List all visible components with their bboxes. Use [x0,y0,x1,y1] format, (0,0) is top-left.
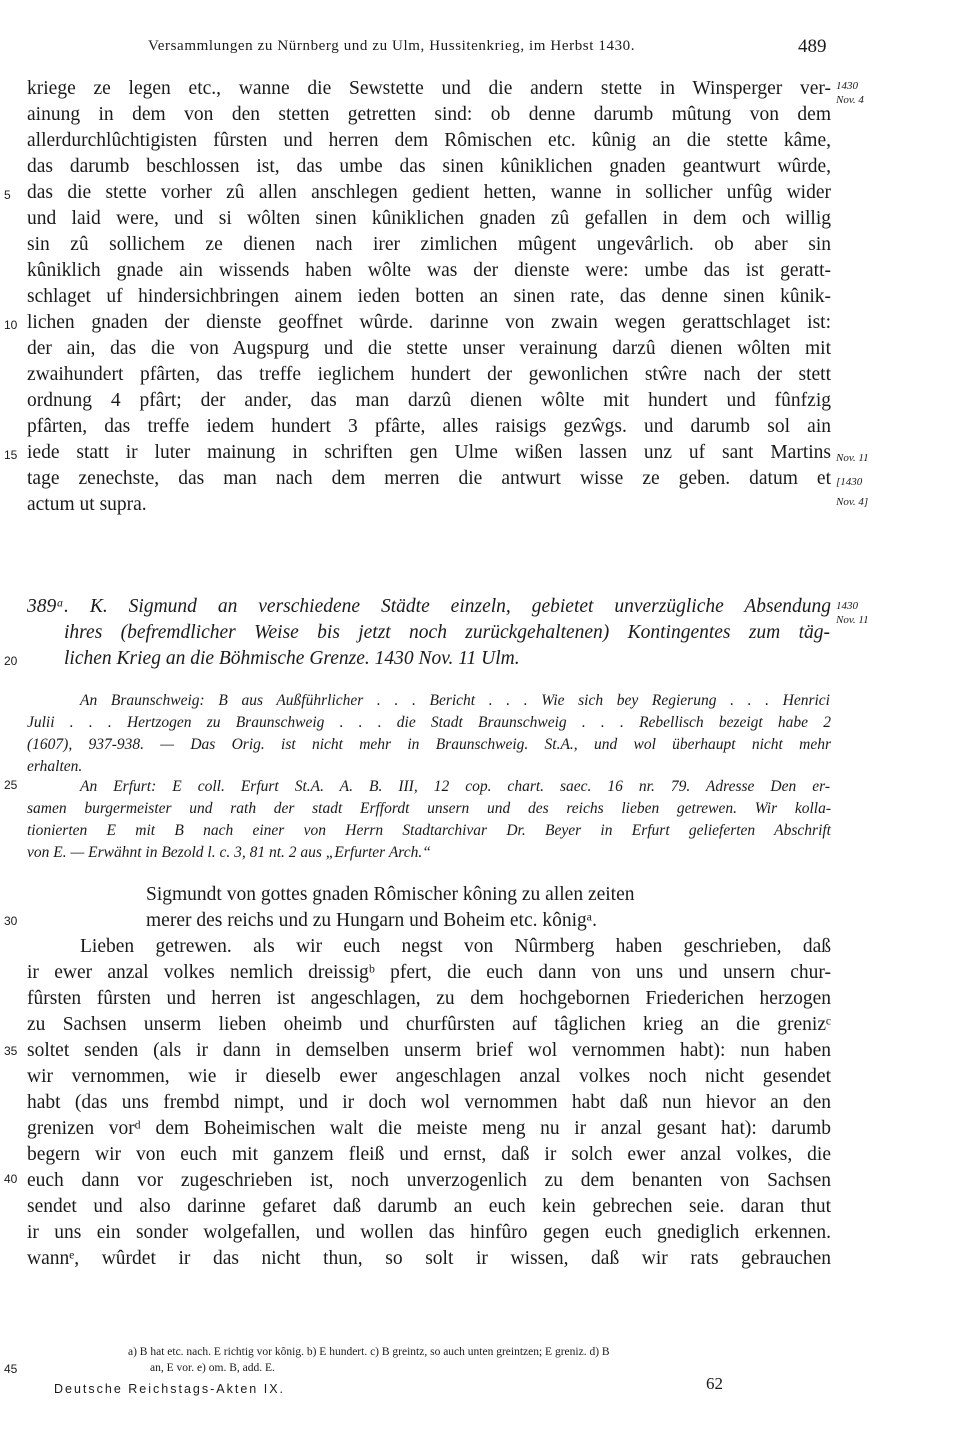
line-number: 30 [4,914,18,928]
note-line: An Erfurt: E coll. Erfurt St.A. A. B. III, 12 cop. chart. saec. 16 nr. 79. Adresse Den er- [80,778,830,795]
text-line: und laid were, und si wôlten sinen kûniklichen gnaden zû gefallen in dem och willig [27,208,831,229]
line-number: 5 [4,188,11,202]
line-number: 45 [4,1362,18,1376]
text-line: wannᵉ, wûrdet ir das nicht thun, so solt ir wissen, daß wir rats gebrauchen [27,1248,831,1269]
text-line: zwaihundert pfârten, das treffe ieglichem hundert der gewonlichen stŵre nach der stett [27,364,831,385]
intitulatio-line: merer des reichs und zu Hungarn und Boheim etc. kônigᵃ. [146,910,598,931]
note-line: An Braunschweig: B aus Außführlicher . . . Bericht . . . Wie sich bey Regierung . . . Henrici [80,692,830,709]
text-line: ir ewer anzal volkes nemlich dreissigᵇ pfert, die euch dann von uns und unsern chur- [27,962,831,983]
heading-line: 389ᵃ. K. Sigmund an verschiedene Städte einzeln, gebietet unverzügliche Absendung [27,596,831,617]
footer-sheet-number: 62 [706,1374,723,1393]
intitulatio-line: Sigmundt von gottes gnaden Rômischer kôning zu allen zeiten [146,884,635,905]
text-line: actum ut supra. [27,494,147,515]
text-line: grenizen vorᵈ dem Boheimischen walt die meiste meng nu ir anzal gesant hat): darumb [27,1118,831,1139]
line-number: 40 [4,1172,18,1186]
text-line: ir uns ein sonder wolgefallen, und wollen das hinfûro gegen euch gnediglich erkennen. [27,1222,831,1243]
text-line: schlaget uf hindersichbringen ainem ieden botten an sinen rate, das denne sinen kûnik- [27,286,831,307]
text-line: habt (das uns frembd nimpt, und ir doch wol vernommen habt daß nun hievor an den [27,1092,831,1113]
text-line: wir vernommen, wie ir dieselb ewer angeschlagen anzal volkes noch nicht gesendet [27,1066,831,1087]
margin-date: 1430 [836,600,858,612]
text-line: Lieben getrewen. als wir euch negst von Nûrmberg haben geschrieben, daß [80,936,831,957]
heading-line: ihres (befremdlicher Weise bis jetzt noch zurückgehaltenen) Kontingentes zum täg- [64,622,830,643]
text-line: euch dann vor zugeschrieben ist, noch unverzogenlich zu dem benanten von Sachsen [27,1170,831,1191]
line-number: 15 [4,448,18,462]
text-line: tage zenechste, das man nach dem merren die antwurt wisse ze geben. datum et [27,468,831,489]
running-header: Versammlungen zu Nürnberg und zu Ulm, Hussitenkrieg, im Herbst 1430. [148,38,636,54]
note-line: samen burgermeister und rath der stadt Erffordt unsern und des reichs lieben getrewen. Wir kolla- [27,800,831,817]
note-line: tionierten E mit B nach einer von Herrn Stadtarchivar Dr. Beyer in Erfurt gelieferten Abschrift [27,822,831,839]
text-line: das darumb beschlossen ist, das umbe das sinen kûniklichen gnaden geantwurt wûrde, [27,156,831,177]
note-line: Julii . . . Hertzogen zu Braunschweig . . . die Stadt Braunschweig . . . Rebellisch bezeigt habe 2 [27,714,831,731]
footnote-line: an, E vor. e) om. B, add. E. [150,1362,275,1374]
margin-date: Nov. 11 [836,452,869,464]
line-number: 35 [4,1044,18,1058]
text-line: kriege ze legen etc., wanne die Sewstette und die andern stette in Winsperger ver- [27,78,831,99]
text-line: iede statt ir luter mainung in schriften gen Ulme wißen lassen unz uf sant Martins [27,442,831,463]
text-line: soltet senden (als ir dann in demselben unserm brief wol vernommen habt): nun haben [27,1040,831,1061]
line-number: 10 [4,318,18,332]
margin-date: Nov. 11 [836,614,869,626]
margin-date: 1430 [836,80,858,92]
text-line: ainung in dem von den stetten getretten sind: ob denne darumb mûtung von dem [27,104,831,125]
text-line: pfârten, das treffe iedem hundert 3 pfârte, alles raisigs gezŵgs. und darumb sol ain [27,416,831,437]
margin-date: Nov. 4] [836,496,869,508]
footer-series-title: Deutsche Reichstags-Akten IX. [54,1382,285,1396]
text-line: das die stette vorher zû allen anschlegen gedient hetten, wanne in sollicher unfûg wider [27,182,831,203]
text-line: kûniklich gnade ain wissends haben wôlte was der dienste were: umbe das ist geratt- [27,260,831,281]
heading-line: lichen Krieg an die Böhmische Grenze. 1430 Nov. 11 Ulm. [64,648,520,669]
margin-date: [1430 [836,476,863,488]
line-number: 25 [4,778,18,792]
note-line: von E. — Erwähnt in Bezold l. c. 3, 81 nt. 2 aus „Erfurter Arch.“ [27,844,431,861]
text-line: allerdurchlûchtigisten fûrsten und herren dem Rômischen etc. kûnig an die stette kâme, [27,130,831,151]
text-line: sendet und also darinne gefaret daß darumb an euch kein gebrechen seie. daran thut [27,1196,831,1217]
text-line: begern wir von euch mit ganzem fleiß und ernst, daß ir solch ewer anzal volkes, die [27,1144,831,1165]
text-line: der ain, das die von Augspurg und die stette unser verainung darzû dienen wôlten mit [27,338,831,359]
text-line: zu Sachsen unserm lieben oheimb und churfûrsten auf tâglichen krieg an die grenizᶜ [27,1014,831,1035]
text-line: sin zû sollichem ze dienen nach irer zimlichen mûgent ungevârlich. ob aber sin [27,234,831,255]
footnote-line: a) B hat etc. nach. E richtig vor kônig. b) E hundert. c) B greintz, so auch unten greintzen; E greniz. d) B [128,1346,610,1358]
text-line: ordnung 4 pfârt; der ander, das man darzû dienen wôlte mit hundert und fûnfzig [27,390,831,411]
note-line: erhalten. [27,758,83,775]
line-number: 20 [4,654,18,668]
page-number: 489 [798,36,827,57]
margin-date: Nov. 4 [836,94,864,106]
note-line: (1607), 937-938. — Das Orig. ist nicht mehr in Braunschweig. St.A., und wol überhaupt nicht mehr [27,736,831,753]
text-line: fûrsten fûrsten und herren ist angeschlagen, zu dem hochgebornen Friederichen herzogen [27,988,831,1009]
text-line: lichen gnaden der dienste geoffnet wûrde. darinne von zwain wegen gerattschlaget ist: [27,312,831,333]
